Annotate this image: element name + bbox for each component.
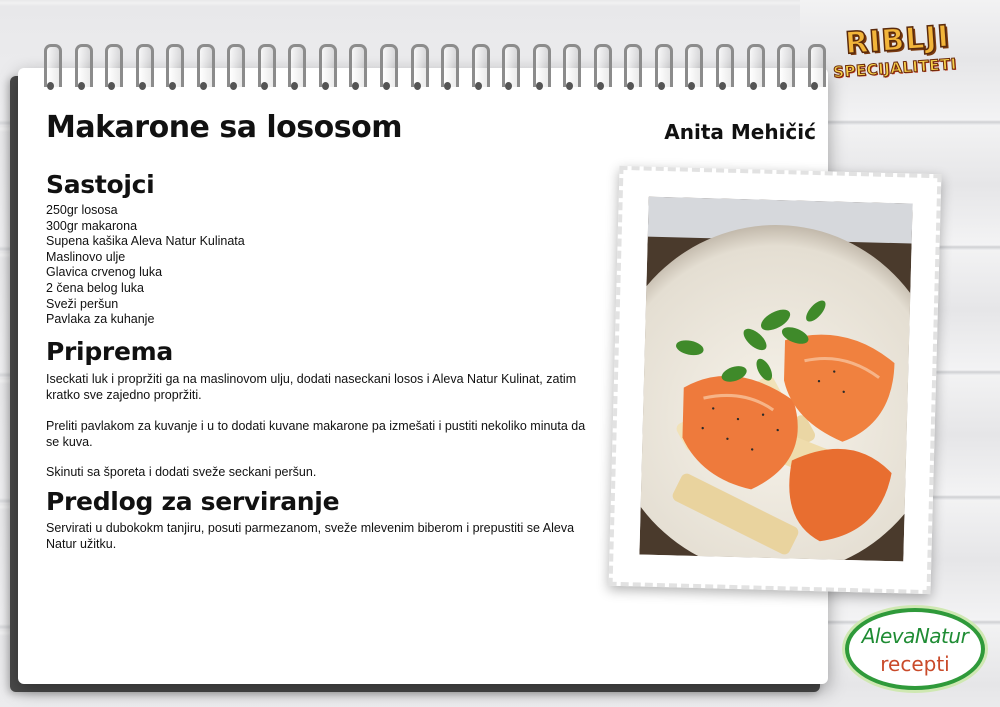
preparation-heading: Priprema	[46, 337, 173, 366]
ingredients-heading: Sastojci	[46, 170, 155, 199]
binding-ring	[777, 44, 789, 92]
binding-ring	[349, 44, 361, 92]
binding-ring	[502, 44, 514, 92]
recipe-title: Makarone sa lososom	[46, 110, 402, 145]
binding-ring	[258, 44, 270, 92]
binding-ring	[685, 44, 697, 92]
binding-ring	[197, 44, 209, 92]
binding-ring	[472, 44, 484, 92]
binding-ring	[624, 44, 636, 92]
ingredient-item: Sveži peršun	[46, 296, 119, 311]
binding-ring	[563, 44, 575, 92]
binding-ring	[166, 44, 178, 92]
alevanatur-logo	[845, 608, 985, 690]
dish-photo	[609, 166, 942, 594]
ingredient-item: Maslinovo ulje	[46, 249, 126, 264]
binding-ring	[105, 44, 117, 92]
binding-ring	[808, 44, 820, 92]
ingredients-list	[46, 203, 245, 328]
binding-ring	[319, 44, 331, 92]
ingredient-item: Supena kašika Aleva Natur Kulinata	[46, 234, 245, 249]
spiral-binding	[44, 44, 820, 94]
ingredient-item: 300gr makarona	[46, 218, 138, 233]
ingredient-item: 250gr lososa	[46, 203, 118, 217]
badge-line1: RIBLJI	[844, 19, 951, 62]
ingredient-item: Glavica crvenog luka	[46, 265, 163, 280]
binding-ring	[288, 44, 300, 92]
recipe-author: Anita Mehičić	[664, 120, 816, 144]
binding-ring	[75, 44, 87, 92]
binding-ring	[441, 44, 453, 92]
binding-ring	[594, 44, 606, 92]
binding-ring	[44, 44, 56, 92]
preparation-step: Preliti pavlakom za kuvanje i u to dodati kuvane makarone pa izmešati i pustiti nekoliko minuta da se kuva.	[46, 419, 586, 449]
serving-text: Servirati u dubokokm tanjiru, posuti parmezanom, sveže mlevenim biberom i prepustiti se Aleva Natur užitku.	[46, 521, 575, 551]
preparation-step: Skinuti sa šporeta i dodati sveže seckani peršun.	[46, 465, 317, 479]
riblji-specijaliteti-badge	[826, 14, 995, 89]
serving-heading: Predlog za serviranje	[46, 487, 340, 516]
preparation-step: Iseckati luk i propržiti ga na maslinovom ulju, dodati naseckani losos i Aleva Natur Kulinat, zatim kratko sve zajedno propržiti.	[46, 372, 577, 402]
binding-ring	[533, 44, 545, 92]
binding-ring	[380, 44, 392, 92]
ingredient-item: 2 čena belog luka	[46, 280, 144, 295]
binding-ring	[136, 44, 148, 92]
binding-ring	[716, 44, 728, 92]
logo-sub: recepti	[880, 652, 950, 676]
binding-ring	[227, 44, 239, 92]
pasta-salmon-image	[639, 197, 912, 562]
binding-ring	[655, 44, 667, 92]
binding-ring	[747, 44, 759, 92]
binding-ring	[411, 44, 423, 92]
ingredient-item: Pavlaka za kuhanje	[46, 312, 155, 327]
logo-brand: AlevaNatur	[861, 624, 969, 648]
badge-line2: SPECIJALITETI	[832, 54, 958, 82]
